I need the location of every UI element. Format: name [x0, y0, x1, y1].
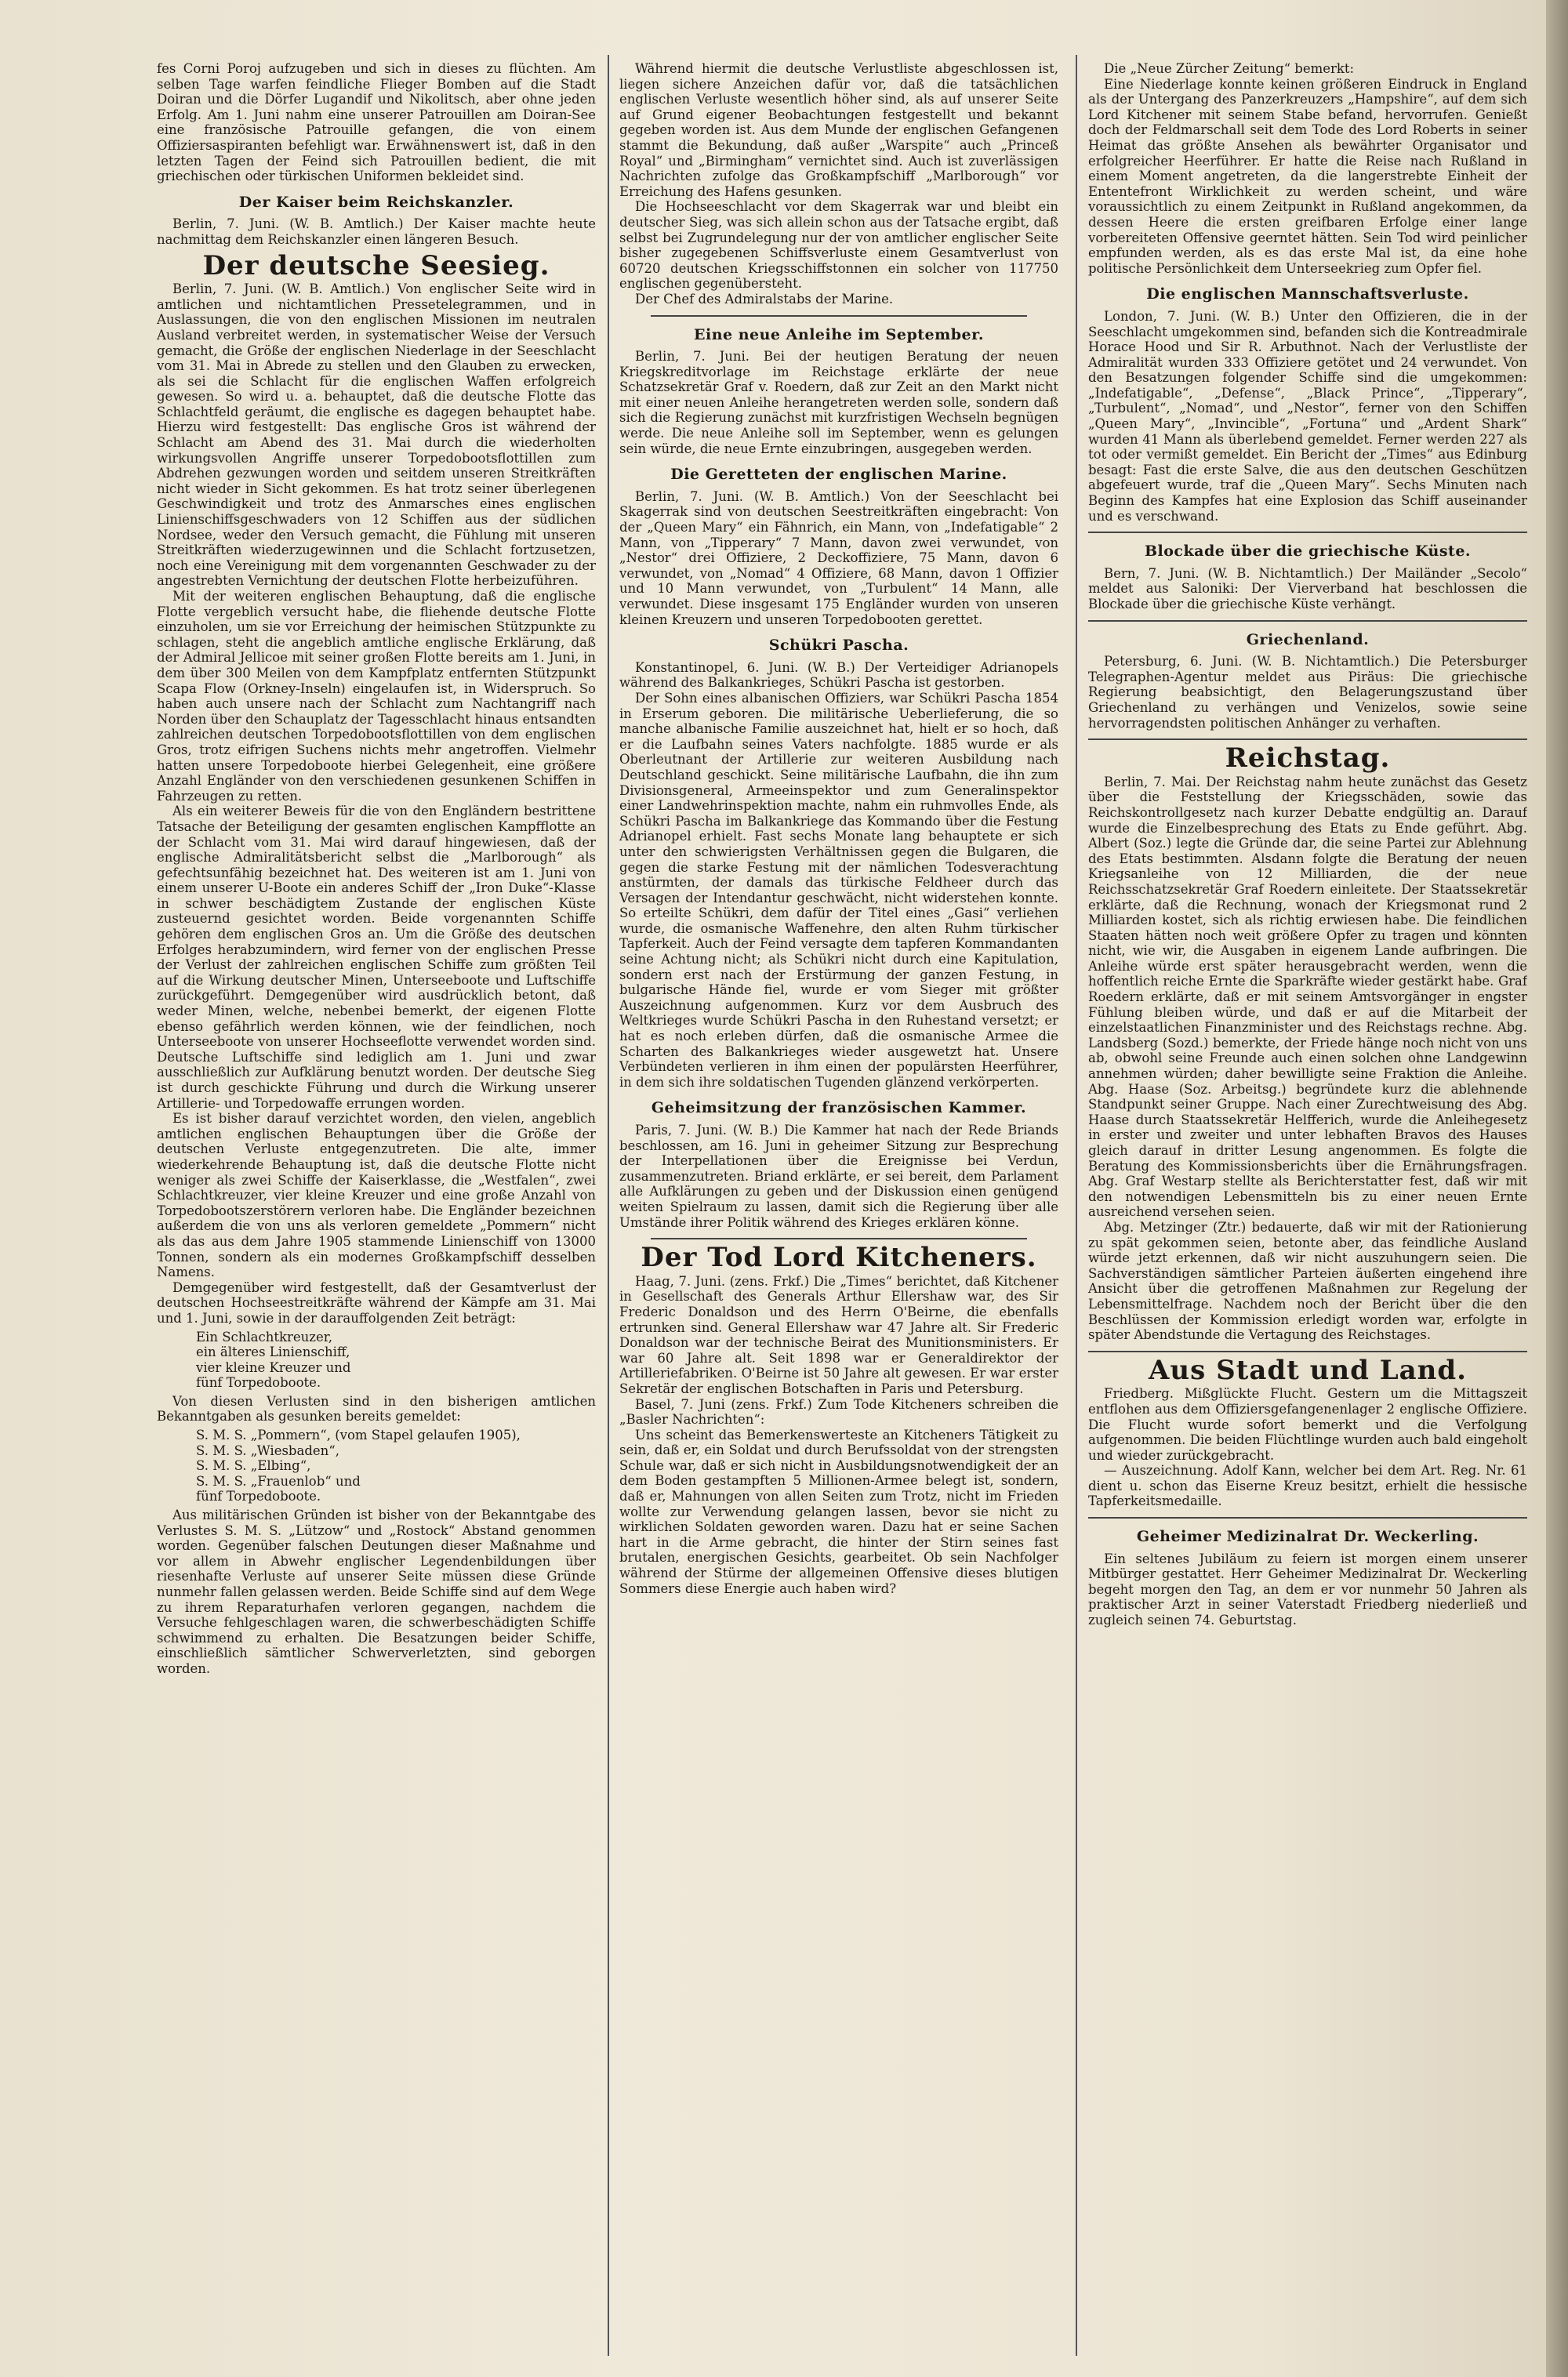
- list-item: vier kleine Kreuzer und: [196, 1359, 351, 1375]
- list-item: ein älteres Linienschiff,: [196, 1345, 350, 1360]
- column-2: [619, 61, 1058, 2366]
- list-item: S. M. S. „Pommern“, (vom Stapel gelaufen 1905),: [196, 1428, 521, 1443]
- separator: [1088, 739, 1527, 740]
- headline-schukri: Schükri Pascha.: [768, 637, 909, 655]
- article-text: Basel, 7. Juni (zens. Frkf.) Zum Tode Kitcheners schreiben die „Basler Nachrichten“:: [619, 1396, 1058, 1428]
- column-3: [1088, 61, 1527, 2366]
- article-text: Berlin, 7. Juni. (W. B. Amtlich.) Von der Seeschlacht bei Skagerrak sind von deutschen Seestreitkräften eingebracht: Von der „Queen Mary“ ein Fähnrich, ein Mann, von „Indefatigable“ 2 Mann, von „Tipperary“ 7 Mann, davon zwei verwundet, von „Nestor“ drei Offiziere, 2 Deckoffiziere, 75 Mann, davon 6 verwundet, von „Nomad“ 4 Offiziere, 68 Mann, davon 1 Offizier und 10 Mann verwundet, von „Turbulent“ 14 Mann, alle verwundet. Diese insgesamt 175 Engländer wurden von unseren kleinen Kreuzern und unseren Torpedobooten gerettet.: [619, 488, 1058, 627]
- article-text: Abg. Metzinger (Ztr.) bedauerte, daß wir mit der Rationierung zu spät gekommen seien, betonte aber, das feindliche Ausland würde jetzt erkennen, daß wir nicht auszuhungern seien. Die Sachverständigen sämtlicher Parteien äußerten eingehend ihre Ansicht über die getroffenen Maßnahmen zur Regelung der Lebensmittelfrage. Nachdem noch der Bericht über die den Beschlüssen der Kommission erledigt worden war, erfolgte in später Abendstunde die Vertagung des Reichstages.: [1088, 1219, 1527, 1343]
- list-item: fünf Torpedoboote.: [196, 1489, 321, 1504]
- article-text: Von diesen Verlusten sind in den bisherigen amtlichen Bekanntgaben als gesunken bereits gemeldet:: [157, 1393, 596, 1424]
- article-text: Friedberg. Mißglückte Flucht. Gestern um die Mittagszeit entflohen aus dem Offiziersgefangenenlager 2 englische Offiziere. Die Flucht wurde sofort bemerkt und die Verfolgung aufgenommen. Die beiden Flüchtlinge wurden auch bald eingeholt und wieder zurückgebracht.: [1088, 1386, 1527, 1463]
- list-item: fünf Torpedoboote.: [196, 1375, 321, 1391]
- article-text: Mit der weiteren englischen Behauptung, daß die englische Flotte vergeblich versucht habe, die fliehende deutsche Flotte einzuholen, um sie vor Erreichung der heimischen Stützpunkte zu schlagen, steht die angeblich amtliche englische Erklärung, daß der Admiral Jellicoe mit seiner großen Flotte bereits am 1. Juni, in dem über 300 Meilen von dem Kampfplatz entfernten Stützpunkt Scapa Flow (Orkney-Inseln) eingelaufen ist, in Widerspruch. So haben auch unsere nach der Schlacht zum Nachtangriff nach Norden über den Schauplatz der Tagesschlacht hinaus entsandten zahlreichen deutschen Torpedobootsflottillen von dem englischen Gros, trotz eifrigen Suchens nichts mehr angetroffen. Vielmehr hatten unsere Torpedoboote hierbei Gelegenheit, eine größere Anzahl Engländer von den verschiedenen gesunkenen Schiffen in Fahrzeugen zu retten.: [157, 589, 596, 804]
- article-text: Berlin, 7. Juni. Bei der heutigen Beratung der neuen Kriegskreditvorlage im Reichstage erklärte der neue Schatzsekretär Graf v. Roedern, daß zur Zeit an den Markt nicht mit einer neuen Anleihe herangetreten werden solle, sondern daß sich die Regierung zunächst mit kurzfristigen Wechseln begnügen werde. Die neue Anleihe soll im September, wenn es gelungen sein würde, die neue Ernte einzubringen, ausgegeben werden.: [619, 349, 1058, 456]
- article-text: Als ein weiterer Beweis für die von den Engländern bestrittene Tatsache der Beteiligung der gesamten englischen Kampfflotte an der Schlacht vom 31. Mai wird darauf hingewiesen, daß der englische Admiralitätsbericht selbst die „Marlborough“ als gefechtsunfähig bezeichnet hat. Des weiteren ist am 1. Juni von einem unserer U-Boote ein anderes Schiff der „Iron Duke“-Klasse in schwer beschädigtem Zustande der englischen Küste zusteuernd gesichtet worden. Beide vorgenannten Schiffe gehören dem englischen Gros an. Um die Größe des deutschen Erfolges herabzumindern, wird ferner von der englischen Presse der Verlust der zahlreichen englischen Schiffe zum größten Teil auf die Wirkung deutscher Minen, Unterseeboote und Luftschiffe zurückgeführt. Demgegenüber wird ausdrücklich betont, daß weder Minen, welche, nebenbei bemerkt, der eigenen Flotte ebenso gefährlich werden können, wie der feindlichen, noch Unterseeboote von unserer Hochseeflotte verwendet worden sind. Deutsche Luftschiffe sind lediglich am 1. Juni und zwar ausschließlich zur Aufklärung benutzt worden. Der deutsche Sieg ist durch geschickte Führung und durch die Wirkung unserer Artillerie- und Torpedowaffe errungen worden.: [157, 804, 596, 1111]
- headline-kitchener: Der Tod Lord Kitcheners.: [641, 1242, 1037, 1274]
- list-item: S. M. S. „Wiesbaden“,: [196, 1443, 339, 1458]
- article-text: Berlin, 7. Juni. (W. B. Amtlich.) Von englischer Seite wird in amtlichen und nichtamtlichen Pressetelegrammen, und in Auslassungen, die von den englischen Missionen im neutralen Ausland verbreitet werden, in systematischer Weise der Versuch gemacht, die Größe der englischen Niederlage in der Seeschlacht vom 31. Mai in Abrede zu stellen und den Glauben zu erwecken, als sei die Schlacht für die englischen Waffen erfolgreich gewesen. So wird u. a. behauptet, daß die deutsche Flotte das Schlachtfeld geräumt, die englische es dagegen behauptet habe. Hierzu wird festgestellt: Das englische Gros ist während der Schlacht am Abend des 31. Mai durch die wiederholten wirkungsvollen Angriffe unserer Torpedobootsflottillen zum Abdrehen gezwungen worden und seitdem unseren Streitkräften nicht wieder in Sicht gekommen. Es hat trotz seiner überlegenen Geschwindigkeit und trotz des Anmarsches eines englischen Linienschiffsgeschwaders von 12 Schiffen aus der südlichen Nordsee, weder den Versuch gemacht, die Fühlung mit unseren Streitkräften wiederzugewinnen und die Schlacht fortzusetzen, noch eine Vereinigung mit dem vorgenannten Geschwader zu der angestrebten Vernichtung der deutschen Flotte herbeizuführen.: [157, 281, 596, 589]
- article-text: Der Sohn eines albanischen Offiziers, war Schükri Pascha 1854 in Erserum geboren. Die militärische Ueberlieferung, die so manche albanische Familie auszeichnet hat, hielt er so hoch, daß er die Laufbahn seines Vaters nachfolgte. 1885 wurde er als Oberleutnant der Artillerie zur weiteren Ausbildung nach Deutschland geschickt. Seine militärische Laufbahn, die ihn zum Divisionsgeneral, Armeeinspektor und zum Generalinspektor einer Landwehrinspektion machte, nahm ein ruhmvolles Ende, als Schükri Pascha im Balkankriege das Kommando über die Festung Adrianopel erhielt. Fast sechs Monate lang behauptete er sich unter den schwierigsten Verhältnissen gegen die Bulgaren, die gegen die starke Festung mit der nämlichen Todesverachtung anstürmten, der damals das türkische Feldheer durch das Versagen der Intendantur geschwächt, nicht widerstehen konnte. So erteilte Schükri, dem dafür der Titel eines „Gasi“ verliehen wurde, die osmanische Waffenehre, den alten Ruhm türkischer Tapferkeit. Auch der Feind versagte dem tapferen Kommandanten seine Achtung nicht; als Schükri nicht durch eine Kapitulation, sondern erst nach der Erstürmung der ganzen Festung, in bulgarische Hände fiel, wurde er vom Sieger mit größter Auszeichnung aufgenommen. Kurz vor dem Ausbruch des Weltkrieges wurde Schükri Pascha in den Ruhestand versetzt; er hat es noch erleben dürfen, daß die osmanische Armee die Scharten des Balkankrieges wieder ausgewetzt hat. Unsere Verbündeten verlieren in ihm einen der populärsten Heerführer, in dem sich ihre soldatischen Tugenden glänzend verkörperten.: [619, 690, 1058, 1090]
- headline-seesieg: Der deutsche Seesieg.: [202, 249, 550, 281]
- separator: [1088, 1351, 1527, 1352]
- headline-gerettete: Die Geretteten der englischen Marine.: [670, 466, 1007, 484]
- signature: Der Chef des Admiralstabs der Marine.: [635, 291, 894, 307]
- column-rule-right: [1076, 55, 1077, 2356]
- article-text: Die „Neue Zürcher Zeitung“ bemerkt:: [1104, 61, 1355, 76]
- page-edge: [1546, 0, 1568, 2377]
- article-text: Berlin, 7. Mai. Der Reichstag nahm heute zunächst das Gesetz über die Feststellung der Kriegsschäden, sowie das Reichskontrollgesetz nach kurzer Debatte endgültig an. Darauf wurde die Einzelbesprechung des Etats zu Ende geführt. Abg. Albert (Soz.) legte die Gründe dar, die seine Partei zur Ablehnung des Etats bestimmten. Alsdann folgte die Beratung der neuen Kriegsanleihe von 12 Milliarden, die der neue Reichsschatzsekretär Graf Roedern einleitete. Der Staatssekretär erklärte, daß die Rechnung, wonach der Kriegsmonat rund 2 Milliarden kostet, sich als richtig erwiesen habe. Die feindlichen Staaten hätten noch weit größere Opfer zu tragen und könnten nicht, wie wir, die Ausgaben in eigenem Lande aufbringen. Die Anleihe würde erst später herausgebracht werden, wenn die hoffentlich reiche Ernte die Sparkräfte wieder gestärkt habe. Graf Roedern erklärte, daß er mit seinem Amtsvorgänger in engster Fühlung bleiben würde, und daß er auf die Mitarbeit der einzelstaatlichen Finanzminister und des Reichstags rechne. Abg. Landsberg (Sozd.) bemerkte, der Friede hänge noch nicht von uns ab, obwohl seine Freunde auch einen solchen ohne Landgewinn annehmen würden; daher bewilligte seine Fraktion die Anleihe. Abg. Haase (Soz. Arbeitsg.) begründete kurz die ablehnende Standpunkt seiner Gruppe. Nach einer Zurechtweisung des Abg. Haase durch Staatssekretär Helfferich, wurde die Anleihegesetz in erster und zweiter und unter lebhaften Bravos des Hauses gleich darauf in dritter Lesung angenommen. Es folgte die Beratung des Kommissionsberichts über die Ernährungsfragen. Abg. Graf Westarp stellte als Berichterstatter fest, daß wir mit den notwendigen Lebensmitteln bis zu einer neuen Ernte ausreichend versehen seien.: [1088, 774, 1527, 1220]
- headline-kaiser: Der Kaiser beim Reichskanzler.: [238, 193, 514, 211]
- article-text: Es ist bisher darauf verzichtet worden, den vielen, angeblich amtlichen englischen Behauptungen über die Größe der deutschen Verluste entgegenzutreten. Die alte, immer wiederkehrende Behauptung ist, daß die deutsche Flotte nicht weniger als zwei Schiffe der Kaiserklasse, die „Westfalen“, zwei Schlachtkreuzer, vier kleine Kreuzer und eine große Anzahl von Torpedobootszerstörern verloren habe. Die Engländer bezeichnen außerdem die von uns als verloren gemeldete „Pommern“ nicht als das aus dem Jahre 1905 stammende Linienschiff von 13000 Tonnen, sondern als ein modernes Großkampfschiff desselben Namens.: [157, 1111, 596, 1280]
- headline-kammer: Geheimsitzung der französischen Kammer.: [651, 1099, 1027, 1117]
- list-item: S. M. S. „Frauenlob“ und: [196, 1473, 361, 1489]
- article-text: Demgegenüber wird festgestellt, daß der Gesamtverlust der deutschen Hochseestreitkräfte während der Kämpfe am 31. Mai und 1. Juni, sowie in der darauffolgenden Zeit beträgt:: [157, 1279, 596, 1326]
- column-rule-left: [608, 55, 609, 2356]
- article-text: Bern, 7. Juni. (W. B. Nichtamtlich.) Der Mailänder „Secolo“ meldet aus Saloniki: Der Vierverband hat beschlossen die Blockade über die griechische Küste verhängt.: [1088, 565, 1527, 611]
- list-item: Ein Schlachtkreuzer,: [196, 1329, 333, 1345]
- separator: [1088, 1517, 1527, 1519]
- list-item: S. M. S. „Elbing“,: [196, 1458, 311, 1474]
- separator: [1088, 532, 1527, 533]
- article-text: Konstantinopel, 6. Juni. (W. B.) Der Verteidiger Adrianopels während des Balkankrieges, Schükri Pascha ist gestorben.: [619, 659, 1058, 691]
- headline-anleihe: Eine neue Anleihe im September.: [694, 325, 984, 343]
- headline-weckerling: Geheimer Medizinalrat Dr. Weckerling.: [1136, 1528, 1479, 1546]
- article-text: fes Corni Poroj aufzugeben und sich in dieses zu flüchten. Am selben Tage warfen feindliche Flieger Bomben auf die Stadt Doiran und die Dörfer Lugandif und Nikolitsch, aber ohne jeden Erfolg. Am 1. Juni nahm eine unserer Patrouillen am Doiran-See eine französische Patrouille gefangen, die von einem Offiziersaspiranten befehligt war. Erwähnenswert ist, daß in den letzten Tagen der Feind sich Patrouillen bedient, die mit griechischen oder türkischen Uniformen bekleidet sind.: [157, 61, 596, 184]
- headline-reichstag: Reichstag.: [1225, 742, 1391, 775]
- headline-blockade: Blockade über die griechische Küste.: [1144, 543, 1472, 561]
- article-text: Petersburg, 6. Juni. (W. B. Nichtamtlich.) Die Petersburger Telegraphen-Agentur meldet aus Piräus: Die griechische Regierung beabsichtigt, den Belagerungszustand über Griechenland zu verhängen und Venizelos, sowie seine hervorragendsten politischen Anhänger zu verhaften.: [1088, 654, 1527, 731]
- article-text: Während hiermit die deutsche Verlustliste abgeschlossen ist, liegen sichere Anzeichen dafür vor, daß die tatsächlichen englischen Verluste wesentlich höher sind, als auf unserer Seite auf Grund eigener Beobachtungen festgestellt und bekannt gegeben worden ist. Aus dem Munde der englischen Gefangenen stammt die Bekundung, daß außer „Warspite“ auch „Princeß Royal“ und „Birmingham“ vernichtet sind. Auch ist zuverlässigen Nachrichten zufolge das Großkampfschiff „Marlborough“ vor Erreichung des Hafens gesunken.: [619, 61, 1058, 199]
- article-text: Paris, 7. Juni. (W. B.) Die Kammer hat nach der Rede Briands beschlossen, am 16. Juni in geheimer Sitzung zur Besprechung der Interpellationen über die Ereignisse bei Verdun, zusammenzutreten. Briand erklärte, er sei bereit, dem Parlament alle Aufklärungen zu geben und der Diskussion einen genügend weiten Spielraum zu lassen, damit sich die Regierung über alle Umstände ihrer Politik während des Krieges erklären könne.: [619, 1123, 1058, 1230]
- article-text: Haag, 7. Juni. (zens. Frkf.) Die „Times“ berichtet, daß Kitchener in Gesellschaft des Generals Arthur Ellershaw war, des Sir Frederic Donaldson und des Herrn O'Beirne, die ebenfalls ertrunken sind. General Ellershaw war 47 Jahre alt. Sir Frederic Donaldson war der technische Beirat des Munitionsministers. Er war 60 Jahre alt. Seit 1898 war er Generaldirektor der Artilleriefabriken. O'Beirne ist 50 Jahre alt gewesen. Er war erster Sekretär der englischen Botschaften in Paris und Petersburg.: [619, 1273, 1058, 1396]
- column-1: [157, 61, 596, 2366]
- article-text: — Auszeichnung. Adolf Kann, welcher bei dem Art. Reg. Nr. 61 dient u. schon das Eiserne Kreuz besitzt, erhielt die hessische Tapferkeitsmedaille.: [1088, 1463, 1527, 1509]
- headline-stadt-land: Aus Stadt und Land.: [1149, 1354, 1467, 1386]
- loss-list: [196, 1330, 596, 1391]
- article-text: Aus militärischen Gründen ist bisher von der Bekanntgabe des Verlustes S. M. S. „Lützow“ und „Rostock“ Abstand genommen worden. Gegenüber falschen Deutungen dieser Maßnahme und vor allem in Abwehr englischer Legendenbildungen über riesenhafte Verluste auf unserer Seite müssen diese Gründe nunmehr fallen gelassen werden. Beide Schiffe sind auf dem Wege zu ihrem Reparaturhafen verloren gegangen, nachdem die Versuche fehlgeschlagen waren, die schwerbeschädigten Schiffe schwimmend zu erhalten. Die Besatzungen beider Schiffe, einschließlich sämtlicher Schwerverletzten, sind geborgen worden.: [157, 1508, 596, 1676]
- article-text: Uns scheint das Bemerkenswerteste an Kitcheners Tätigkeit zu sein, daß er, ein Soldat und durch Berufssoldat von der strengsten Schule war, daß er sich nicht in Ausbildungsnotwendigkeit der an dem Boden gestampften 5 Millionen-Armee belegt ist, sondern, daß er, Mahnungen von allen Seiten zum Trotz, nicht im Frieden wollte zur Verwendung gelangen lassen, bevor sie nicht zu wirklichen Soldaten geworden waren. Dazu hat er seine Sachen hart in die Arme gebracht, die hinter der Stirn seines fast brutalen, energischen Gesichts, gearbeitet. Ob sein Nachfolger während der Stürme der allgemeinen Offensive dieses blutigen Sommers diese Energie auch haben wird?: [619, 1427, 1058, 1596]
- article-text: Die Hochseeschlacht vor dem Skagerrak war und bleibt ein deutscher Sieg, was sich allein schon aus der Tatsache ergibt, daß selbst bei Zugrundelegung nur der von amtlicher englischer Seite bisher zugegebenen Schiffsverluste einem Gesamtverlust von 60720 deutschen Kriegsschiffstonnen ein solcher von 117750 englischen gegenübersteht.: [619, 199, 1058, 292]
- headline-mannschaftsverluste: Die englischen Mannschaftsverluste.: [1146, 285, 1469, 303]
- article-text: London, 7. Juni. (W. B.) Unter den Offizieren, die in der Seeschlacht umgekommen sind, befanden sich die Kontreadmirale Horace Hood und Sir R. Arbuthnot. Nach der Verlustliste der Admiralität wurden 333 Offiziere getötet und 24 verwundet. Von den Besatzungen folgender Schiffe sind die umgekommen: „Indefatigable“, „Defense“, „Black Prince“, „Tipperary“, „Turbulent“, „Nomad“, und „Nestor“, ferner von den Schiffen „Queen Mary“, „Invincible“, „Fortuna“ und „Ardent Shark“ wurden 41 Mann als überlebend gemeldet. Ferner werden 227 als tot oder vermißt gemeldet. Ein Bericht der „Times“ aus Edinburg besagt: Fast die erste Salve, die aus den deutschen Geschützen abgefeuert wurde, traf die „Queen Mary“. Sechs Minuten nach Beginn des Kampfes hat eine Explosion das Schiff auseinander und es verschwand.: [1088, 308, 1527, 524]
- article-text: Berlin, 7. Juni. (W. B. Amtlich.) Der Kaiser machte heute nachmittag dem Reichskanzler einen längeren Besuch.: [157, 216, 596, 247]
- separator: [651, 1238, 1027, 1239]
- article-text: Ein seltenes Jubiläum zu feiern ist morgen einem unserer Mitbürger gestattet. Herr Geheimer Medizinalrat Dr. Weckerling begeht morgen den Tag, an dem er vor nunmehr 50 Jahren als praktischer Arzt in seiner Vaterstadt Friedberg niederließ und zugleich seinen 74. Geburtstag.: [1088, 1551, 1527, 1628]
- article-text: Eine Niederlage konnte keinen größeren Eindruck in England als der Untergang des Panzerkreuzers „Hampshire“, auf dem sich Lord Kitchener mit seinem Stabe befand, hervorrufen. Genießt doch der Feldmarschall seit dem Tode des Lord Roberts in seiner Heimat das größte Ansehen als bewährter Organisator und erfolgreicher Heerführer. Er hatte die Reise nach Rußland in einem Moment angetreten, da die langerstrebte Einheit der Ententefront Wirklichkeit zu werden scheint, und wäre voraussichtlich zu einem Zeitpunkt in Rußland angekommen, da dessen Heere die ersten greifbaren Erfolge einer lange vorbereiteten Offensive geerntet hätten. Sein Tod wird peinlicher empfunden werden, als es das erste Mal ist, da eine hohe politische Persönlichkeit dem Unterseekrieg zum Opfer fiel.: [1088, 76, 1527, 276]
- ship-list: [196, 1428, 596, 1504]
- separator: [1088, 620, 1527, 622]
- headline-griechenland: Griechenland.: [1246, 630, 1370, 648]
- separator: [651, 315, 1027, 317]
